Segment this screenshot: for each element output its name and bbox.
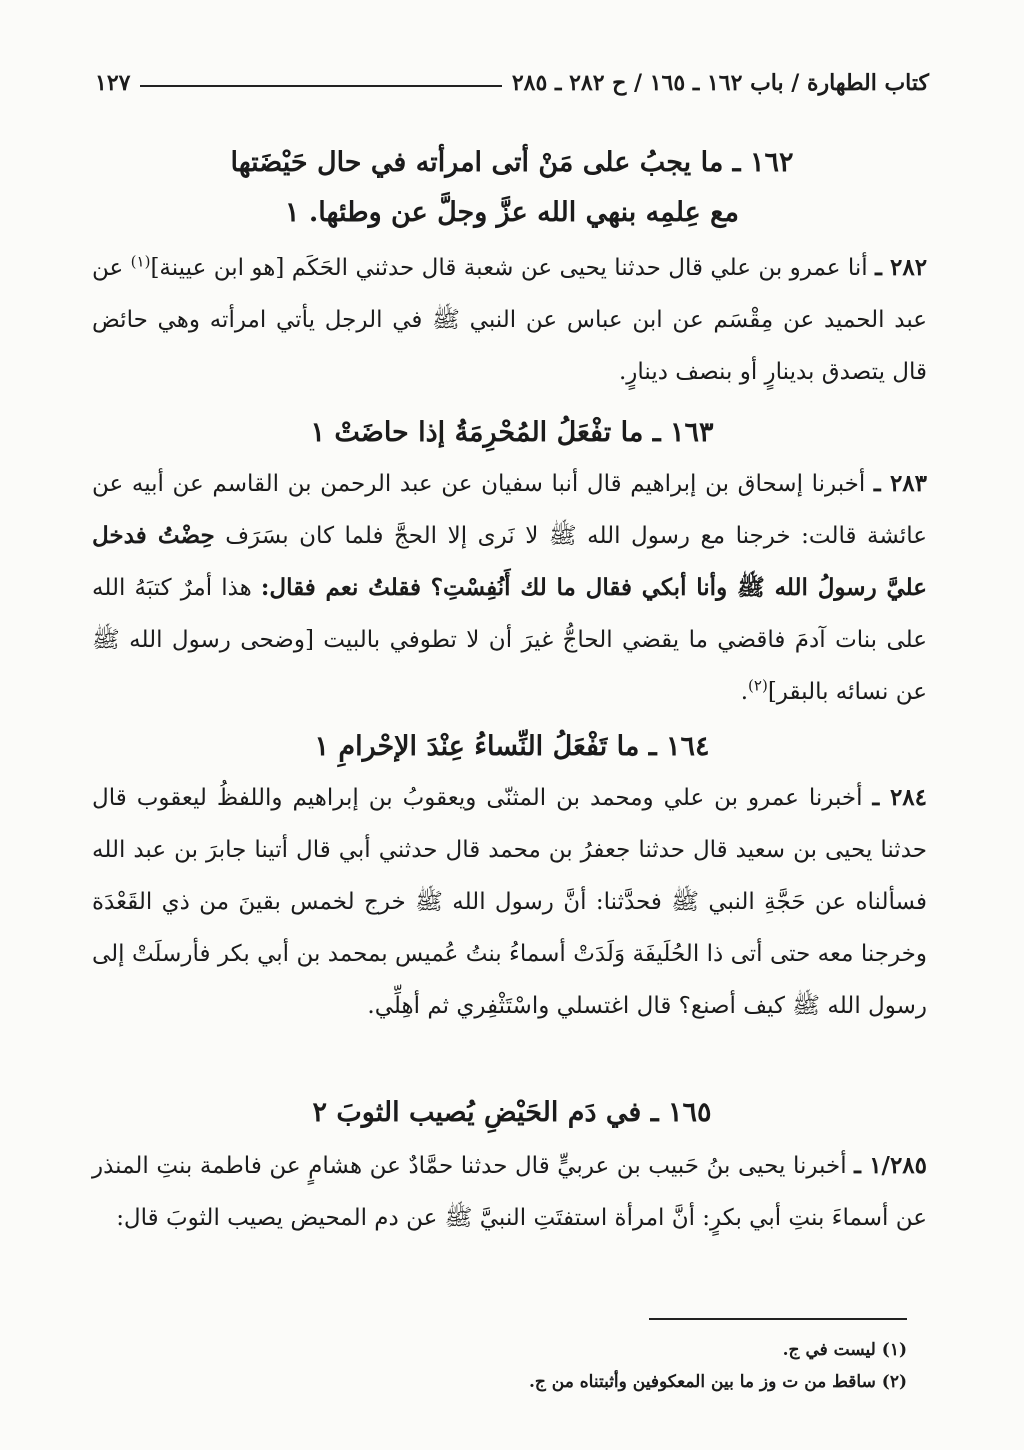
chapter-heading-164 xyxy=(90,722,934,772)
hadith-text: أنا عمرو بن علي قال حدثنا يحيى عن شعبة قال حدثني الحَكَم [هو ابن عيينة] xyxy=(150,255,868,281)
chapter-heading-line: ١٦٤ ـ ما تَفْعَلُ النِّساءُ عِنْدَ الإحْرامِ ١ xyxy=(314,731,710,762)
hadith-282 xyxy=(92,242,927,398)
hadith-text: أخبرنا إسحاق بن إبراهيم قال أنبا سفيان عن عبد الرحمن بن القاسم عن أبيه عن عائشة قالت: خرجنا مع رسول الله ﷺ لا نَرى إلا الحجَّ فلما كان بسَرَف xyxy=(92,471,927,549)
chapter-heading-line: ١٦٢ ـ ما يجبُ على مَنْ أتى امرأته في حال حَيْضَتها xyxy=(230,147,794,178)
hadith-number: ٢٨٤ ـ xyxy=(872,784,928,811)
hadith-284 xyxy=(92,772,927,1032)
footnote-ref: (٢) xyxy=(748,676,768,695)
footnote-separator xyxy=(649,1318,907,1320)
footnote-marker: (١) xyxy=(881,1340,907,1360)
hadith-number: ٢٨٣ ـ xyxy=(873,470,927,497)
hadith-283 xyxy=(92,458,927,718)
footnote-2 xyxy=(300,1370,907,1394)
footnote-text: ليست في ج. xyxy=(782,1340,876,1360)
running-head xyxy=(95,70,929,96)
hadith-text: . xyxy=(740,679,749,705)
chapter-heading-165 xyxy=(90,1088,934,1138)
running-head-title: كتاب الطهارة / باب ١٦٢ ـ ١٦٥ / ح ٢٨٢ ـ ٢٨٥ xyxy=(511,70,929,96)
chapter-heading-162 xyxy=(90,138,934,238)
hadith-285 xyxy=(92,1140,927,1244)
footnote-text: ساقط من ت وز ما بين المعكوفين وأثبتناه من ج. xyxy=(528,1372,876,1392)
hadith-text: أخبرنا عمرو بن علي ومحمد بن المثنّى ويعقوبُ بن إبراهيم واللفظُ ليعقوب قال حدثنا يحيى بن سعيد قال حدثنا جعفرُ بن محمد قال حدثني أبي قال أتينا جابرَ بن عبد الله فسألناه عن حَجَّةِ النبي ﷺ فحدَّثنا: أنَّ رسول الله ﷺ خرج لخمس بقينَ من ذي القَعْدَة وخرجنا معه حتى أتى ذا الحُلَيفَة وَلَدَتْ أسماءُ بنتُ عُميس بمحمد بن أبي بكر فأرسلَتْ إلى رسول الله ﷺ كيف أصنع؟ قال اغتسلي واسْتَثْفِري ثم أهِلِّي. xyxy=(92,785,927,1019)
hadith-number: ٢٨٢ ـ xyxy=(875,254,928,281)
page-number: ١٢٧ xyxy=(95,70,131,96)
hadith-text-bold: حِضْتُ فدخل عليَّ رسولُ الله ﷺ وأنا أبكي فقال ما لك أَنُفِسْتِ؟ فقلتُ نعم فقال: xyxy=(92,522,927,601)
chapter-heading-line: مع عِلمِه بنهي الله عزَّ وجلَّ عن وطئها. ١ xyxy=(284,197,740,228)
hadith-text: هذا أمرٌ كتبَهُ الله على بنات آدمَ فاقضي ما يقضي الحاجُّ غيرَ أن لا تطوفي بالبيت [وضحى رسول الله ﷺ عن نسائه بالبقر] xyxy=(92,575,927,705)
running-head-rule xyxy=(140,85,501,87)
footnote-ref: (١) xyxy=(130,252,151,271)
hadith-text: أخبرنا يحيى بنُ حَبيب بن عربيٍّ قال حدثنا حمَّادٌ عن هشامٍ عن فاطمة بنتِ المنذر عن أسماءَ بنتِ أبي بكرٍ: أنَّ امرأة استفتَتِ النبيَّ ﷺ عن دم المحيض يصيب الثوبَ قال: xyxy=(92,1153,927,1231)
footnote-1 xyxy=(300,1338,907,1362)
chapter-heading-line: ١٦٣ ـ ما تفْعَلُ المُحْرِمَةُ إذا حاضَتْ ١ xyxy=(310,417,714,448)
hadith-number: ١/٢٨٥ ـ xyxy=(854,1152,928,1179)
hadith-text: عن عبد الحميد عن مِقْسَم عن ابن عباس عن النبي ﷺ في الرجل يأتي امرأته وهي حائض قال يتصدق بدينارٍ أو بنصف دينارٍ. xyxy=(92,255,927,385)
chapter-heading-line: ١٦٥ ـ في دَم الحَيْضِ يُصيب الثوبَ ٢ xyxy=(312,1097,712,1128)
chapter-heading-163 xyxy=(90,408,934,458)
footnote-marker: (٢) xyxy=(881,1372,907,1392)
